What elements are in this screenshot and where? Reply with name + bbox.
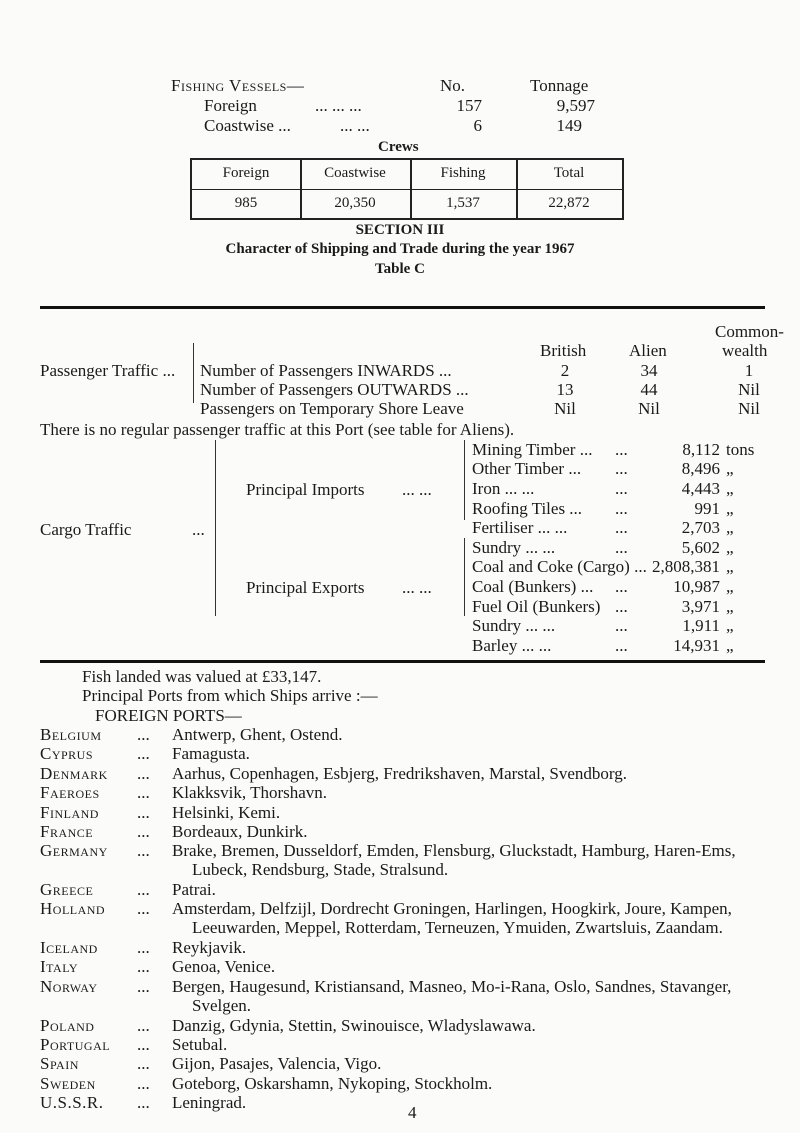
port-cities: Helsinki, Kemi. — [172, 803, 281, 822]
import-unit: „ — [726, 518, 734, 537]
port-dots: ... — [137, 841, 150, 860]
cargo-traffic-dots: ... — [192, 520, 205, 539]
passenger-col-common: wealth — [722, 341, 768, 360]
import-qty: 991 — [694, 499, 720, 518]
passenger-british: Nil — [554, 399, 576, 418]
export-qty: 10,987 — [673, 577, 720, 596]
port-dots: ... — [137, 938, 150, 957]
fishing-row-no: 157 — [456, 96, 482, 115]
import-unit: „ — [726, 499, 734, 518]
import-item: Fertiliser ... ... — [472, 518, 568, 537]
import-qty: 8,112 — [682, 440, 720, 459]
passenger-row-label: Passengers on Temporary Shore Leave — [200, 399, 464, 418]
port-cities: Setubal. — [172, 1035, 228, 1054]
import-item: Roofing Tiles ... — [472, 499, 583, 518]
imports-brace — [464, 440, 465, 520]
port-country: France — [40, 822, 94, 841]
section-rule — [40, 306, 765, 309]
passenger-row-label: Number of Passengers OUTWARDS ... — [200, 380, 469, 399]
port-cities: Klakksvik, Thorshavn. — [172, 783, 328, 802]
crews-value: 22,872 — [548, 195, 590, 211]
port-dots: ... — [137, 1093, 150, 1112]
fishing-row-tonnage: 9,597 — [556, 96, 595, 115]
import-qty: 2,703 — [681, 518, 720, 537]
port-dots: ... — [137, 899, 150, 918]
port-country: Denmark — [40, 764, 108, 783]
passenger-british: 2 — [560, 361, 570, 380]
port-dots: ... — [137, 764, 150, 783]
export-dots: ... — [615, 616, 628, 635]
imports-label: Principal Imports — [246, 480, 365, 499]
crews-value: 20,350 — [334, 195, 376, 211]
import-qty: 8,496 — [681, 459, 720, 478]
port-cities: Genoa, Venice. — [172, 957, 276, 976]
passenger-col-common: Common- — [715, 322, 784, 341]
crews-header: Foreign — [222, 165, 270, 181]
cargo-rule — [40, 660, 765, 663]
passenger-col-alien: Alien — [629, 341, 667, 360]
port-dots: ... — [137, 822, 150, 841]
export-item: Coal (Bunkers) ... — [472, 577, 594, 596]
crews-title: Crews — [378, 139, 419, 155]
fishing-col-tonnage: Tonnage — [530, 76, 589, 95]
ports-note: Principal Ports from which Ships arrive :— — [82, 686, 378, 705]
export-qty: 14,931 — [673, 636, 720, 655]
port-country: Poland — [40, 1016, 95, 1035]
passenger-common: Nil — [738, 399, 760, 418]
port-dots: ... — [137, 803, 150, 822]
export-unit: „ — [726, 557, 734, 576]
passenger-alien: Nil — [638, 399, 660, 418]
port-country: Greece — [40, 880, 94, 899]
import-qty: 4,443 — [681, 479, 720, 498]
section-heading: SECTION III — [355, 222, 445, 238]
exports-brace — [464, 538, 465, 616]
port-cities: Gijon, Pasajes, Valencia, Vigo. — [172, 1054, 382, 1073]
export-dots: ... — [615, 577, 628, 596]
crews-header: Coastwise — [324, 165, 386, 181]
fishing-row-no: 6 — [473, 116, 482, 135]
port-dots: ... — [137, 725, 150, 744]
port-country: Sweden — [40, 1074, 96, 1093]
port-cities: Amsterdam, Delfzijl, Dordrecht Groningen, Harlingen, Hoogkirk, Joure, Kampen, — [172, 899, 732, 918]
import-unit: „ — [726, 459, 734, 478]
port-cities: Patrai. — [172, 880, 216, 899]
export-qty: 3,971 — [681, 597, 720, 616]
port-cities: Reykjavik. — [172, 938, 247, 957]
exports-label: Principal Exports — [246, 578, 365, 597]
passenger-col-british: British — [540, 341, 587, 360]
port-dots: ... — [137, 977, 150, 996]
export-item: Fuel Oil (Bunkers) — [472, 597, 601, 616]
passenger-common: Nil — [738, 380, 760, 399]
import-dots: ... — [615, 459, 628, 478]
port-country: Iceland — [40, 938, 98, 957]
import-unit: tons — [726, 440, 755, 459]
port-country: Faeroes — [40, 783, 100, 802]
port-cities: Bordeaux, Dunkirk. — [172, 822, 308, 841]
import-item: Other Timber ... — [472, 459, 582, 478]
port-cities: Danzig, Gdynia, Stettin, Swinouisce, Wladyslawawa. — [172, 1016, 536, 1035]
port-country: Germany — [40, 841, 108, 860]
fish-note: Fish landed was valued at £33,147. — [82, 667, 322, 686]
export-unit: „ — [726, 636, 734, 655]
port-country: Holland — [40, 899, 106, 918]
port-country: U.S.S.R. — [40, 1093, 104, 1112]
port-country: Spain — [40, 1054, 79, 1073]
passenger-brace — [193, 343, 194, 403]
export-item: Sundry ... ... — [472, 616, 556, 635]
port-cities: Antwerp, Ghent, Ostend. — [172, 725, 343, 744]
export-item: Coal and Coke (Cargo) ... — [472, 557, 647, 576]
port-cities: Aarhus, Copenhagen, Esbjerg, Fredrikshaven, Marstal, Svendborg. — [172, 764, 627, 783]
fishing-row-dots: ... ... ... — [315, 96, 362, 115]
cargo-traffic-label: Cargo Traffic — [40, 520, 132, 539]
crews-header: Total — [553, 165, 585, 181]
fishing-row-label: Coastwise ... — [204, 116, 291, 135]
crews-header: Fishing — [440, 165, 486, 181]
port-dots: ... — [137, 744, 150, 763]
crews-table — [190, 158, 624, 220]
passenger-row-label: Number of Passengers INWARDS ... — [200, 361, 452, 380]
export-unit: „ — [726, 616, 734, 635]
port-cities: Lubeck, Rendsburg, Stade, Stralsund. — [192, 860, 449, 879]
port-dots: ... — [137, 1054, 150, 1073]
import-dots: ... — [615, 440, 628, 459]
section-subheading: Character of Shipping and Trade during the year 1967 — [225, 241, 575, 257]
import-item: Sundry ... ... — [472, 538, 556, 557]
port-cities: Leningrad. — [172, 1093, 247, 1112]
port-dots: ... — [137, 880, 150, 899]
port-country: Cyprus — [40, 744, 94, 763]
passenger-alien: 44 — [640, 380, 658, 399]
import-item: Mining Timber ... — [472, 440, 593, 459]
import-item: Iron ... ... — [472, 479, 535, 498]
import-dots: ... — [615, 499, 628, 518]
table-label: Table C — [375, 261, 425, 277]
port-country: Finland — [40, 803, 99, 822]
foreign-ports-heading: FOREIGN PORTS— — [95, 706, 242, 725]
import-dots: ... — [615, 538, 628, 557]
port-cities: Goteborg, Oskarshamn, Nykoping, Stockholm. — [172, 1074, 493, 1093]
fishing-row-tonnage: 149 — [556, 116, 582, 135]
fishing-row-dots: ... ... — [340, 116, 370, 135]
passenger-alien: 34 — [640, 361, 658, 380]
exports-dots: ... ... — [402, 578, 432, 597]
passenger-common: 1 — [744, 361, 754, 380]
port-country: Italy — [40, 957, 78, 976]
port-cities: Leeuwarden, Meppel, Rotterdam, Terneuzen, Ymuiden, Zwartsluis, Zaandam. — [192, 918, 723, 937]
import-dots: ... — [615, 518, 628, 537]
export-dots: ... — [615, 636, 628, 655]
export-qty: 1,911 — [682, 616, 720, 635]
cargo-brace — [215, 440, 216, 616]
port-country: Portugal — [40, 1035, 111, 1054]
export-qty: 2,808,381 — [652, 557, 720, 576]
page-number: 4 — [408, 1103, 417, 1122]
import-qty: 5,602 — [681, 538, 720, 557]
export-unit: „ — [726, 597, 734, 616]
passenger-british: 13 — [556, 380, 574, 399]
port-cities: Bergen, Haugesund, Kristiansand, Masneo, Mo-i-Rana, Oslo, Sandnes, Stavanger, — [172, 977, 732, 996]
port-country: Norway — [40, 977, 98, 996]
fishing-col-no: No. — [440, 76, 466, 95]
crews-value: 1,537 — [446, 195, 480, 211]
port-country: Belgium — [40, 725, 102, 744]
port-cities: Famagusta. — [172, 744, 250, 763]
passenger-traffic-label: Passenger Traffic ... — [40, 361, 176, 380]
port-cities: Brake, Bremen, Dusseldorf, Emden, Flensburg, Gluckstadt, Hamburg, Haren-Ems, — [172, 841, 736, 860]
import-unit: „ — [726, 479, 734, 498]
imports-dots: ... ... — [402, 480, 432, 499]
passenger-note: There is no regular passenger traffic at this Port (see table for Aliens). — [40, 420, 515, 439]
import-unit: „ — [726, 538, 734, 557]
port-dots: ... — [137, 1074, 150, 1093]
export-unit: „ — [726, 577, 734, 596]
import-dots: ... — [615, 479, 628, 498]
port-cities: Svelgen. — [192, 996, 252, 1015]
port-dots: ... — [137, 783, 150, 802]
port-dots: ... — [137, 1016, 150, 1035]
port-dots: ... — [137, 957, 150, 976]
export-item: Barley ... ... — [472, 636, 552, 655]
fishing-row-label: Foreign — [204, 96, 257, 115]
port-dots: ... — [137, 1035, 150, 1054]
export-dots: ... — [615, 597, 628, 616]
fishing-vessels-title: Fishing Vessels— — [171, 76, 305, 95]
crews-value: 985 — [234, 195, 258, 211]
